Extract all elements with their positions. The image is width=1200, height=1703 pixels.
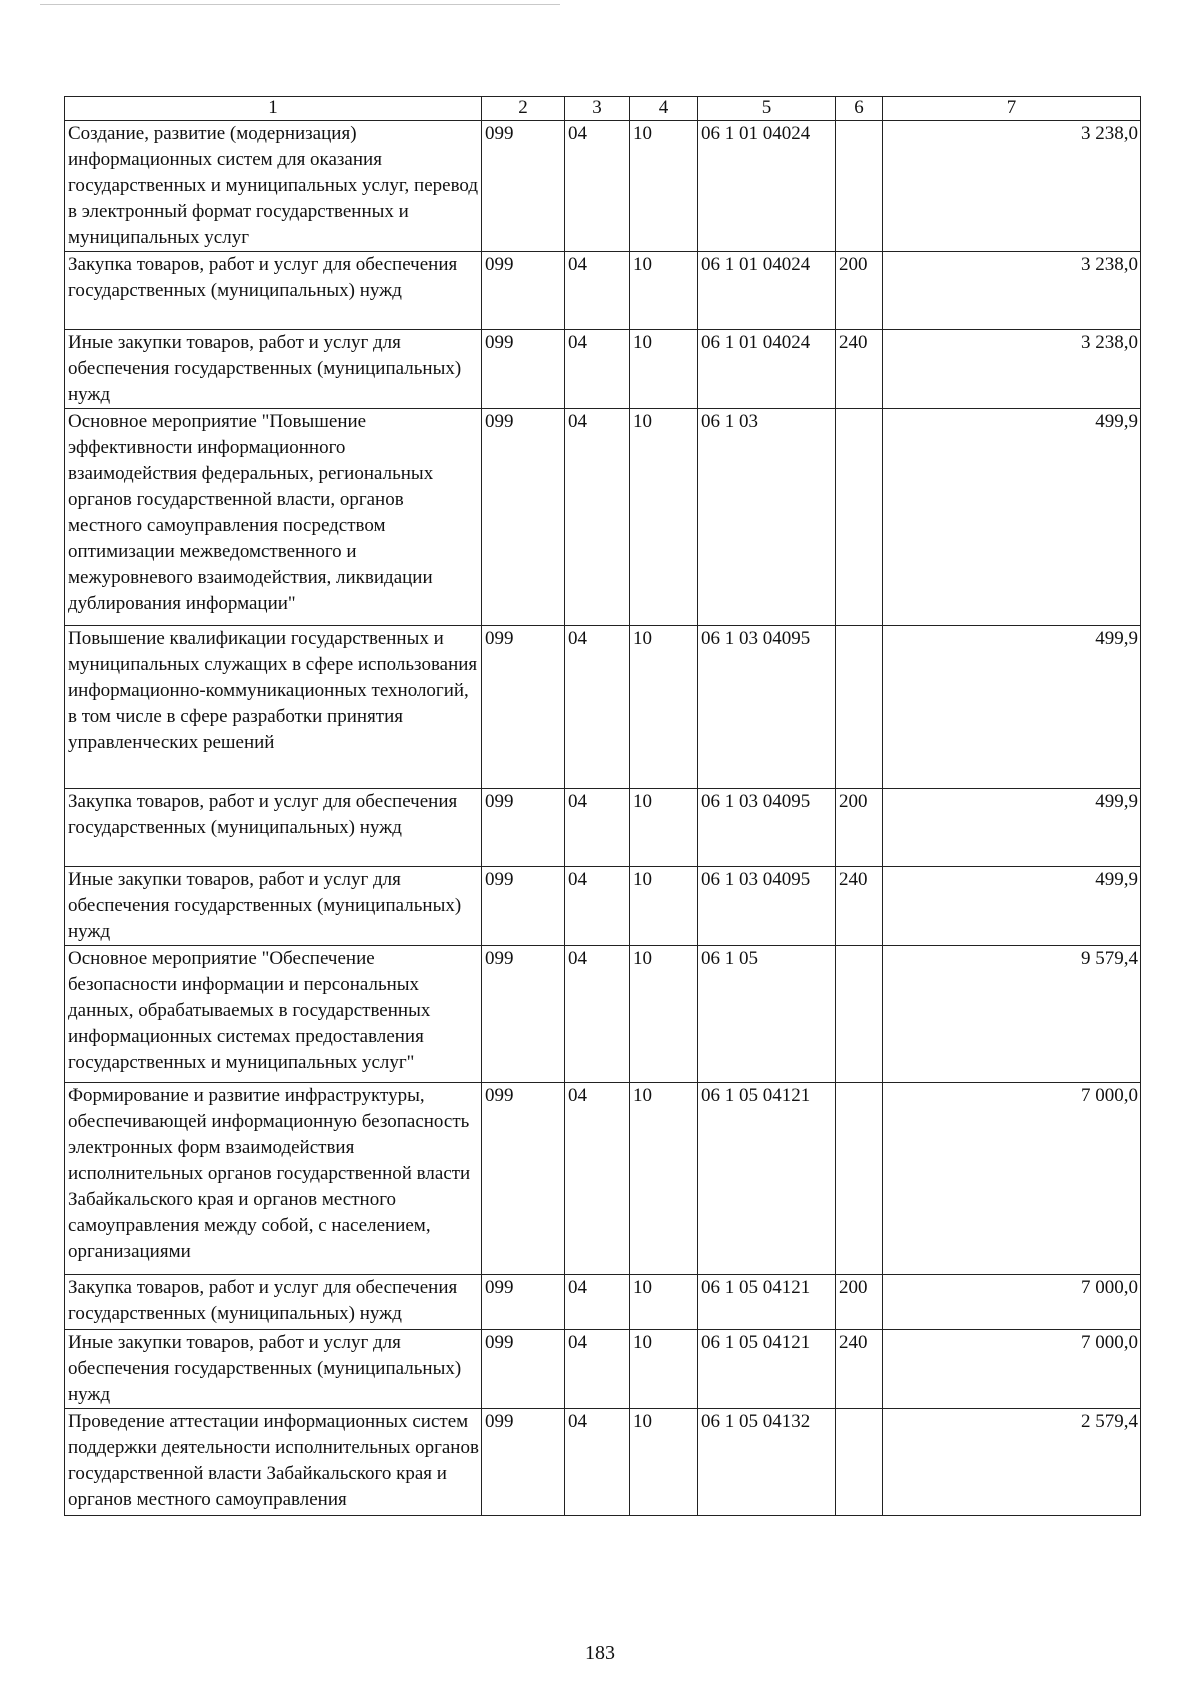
target-article-code: 06 1 03 04095 bbox=[698, 867, 836, 946]
amount: 499,9 bbox=[883, 409, 1141, 626]
subsection-code: 10 bbox=[630, 626, 698, 789]
section-code: 04 bbox=[565, 121, 630, 252]
subsection-code: 10 bbox=[630, 252, 698, 330]
ministry-code: 099 bbox=[482, 1330, 565, 1409]
target-article-code: 06 1 01 04024 bbox=[698, 330, 836, 409]
header-cell: 7 bbox=[883, 97, 1141, 121]
expense-type-code: 240 bbox=[836, 867, 883, 946]
expense-type-code: 200 bbox=[836, 1275, 883, 1330]
expense-type-code bbox=[836, 1409, 883, 1516]
expense-type-code: 240 bbox=[836, 330, 883, 409]
amount: 499,9 bbox=[883, 867, 1141, 946]
ministry-code: 099 bbox=[482, 330, 565, 409]
item-name: Основное мероприятие "Повышение эффективности информационного взаимодействия федеральных, региональных органов государственной власти, органов местного самоуправления посредством оптимизации межведомственного и межуровневого взаимодействия, ликвидации дублирования информации" bbox=[65, 409, 482, 626]
section-code: 04 bbox=[565, 252, 630, 330]
ministry-code: 099 bbox=[482, 626, 565, 789]
subsection-code: 10 bbox=[630, 121, 698, 252]
item-name: Закупка товаров, работ и услуг для обеспечения государственных (муниципальных) нужд bbox=[65, 252, 482, 330]
header-cell: 1 bbox=[65, 97, 482, 121]
ministry-code: 099 bbox=[482, 1083, 565, 1275]
expense-type-code: 240 bbox=[836, 1330, 883, 1409]
subsection-code: 10 bbox=[630, 1083, 698, 1275]
table-row bbox=[65, 1275, 1141, 1330]
amount: 3 238,0 bbox=[883, 121, 1141, 252]
expense-type-code bbox=[836, 121, 883, 252]
amount: 2 579,4 bbox=[883, 1409, 1141, 1516]
item-name: Создание, развитие (модернизация) информационных систем для оказания государственных и муниципальных услуг, перевод в электронный формат государственных и муниципальных услуг bbox=[65, 121, 482, 252]
header-cell: 5 bbox=[698, 97, 836, 121]
target-article-code: 06 1 05 04121 bbox=[698, 1275, 836, 1330]
header-cell: 4 bbox=[630, 97, 698, 121]
item-name: Закупка товаров, работ и услуг для обеспечения государственных (муниципальных) нужд bbox=[65, 1275, 482, 1330]
table-row bbox=[65, 330, 1141, 409]
table-row bbox=[65, 789, 1141, 867]
ministry-code: 099 bbox=[482, 252, 565, 330]
amount: 3 238,0 bbox=[883, 330, 1141, 409]
section-code: 04 bbox=[565, 1083, 630, 1275]
table-row bbox=[65, 867, 1141, 946]
expense-type-code bbox=[836, 1083, 883, 1275]
target-article-code: 06 1 01 04024 bbox=[698, 121, 836, 252]
ministry-code: 099 bbox=[482, 409, 565, 626]
item-name: Иные закупки товаров, работ и услуг для обеспечения государственных (муниципальных) нужд bbox=[65, 1330, 482, 1409]
table-row bbox=[65, 409, 1141, 626]
table-header-row bbox=[65, 97, 1141, 121]
expense-type-code bbox=[836, 946, 883, 1083]
subsection-code: 10 bbox=[630, 946, 698, 1083]
budget-table bbox=[64, 96, 1141, 1516]
table-row bbox=[65, 252, 1141, 330]
section-code: 04 bbox=[565, 330, 630, 409]
expense-type-code: 200 bbox=[836, 252, 883, 330]
ministry-code: 099 bbox=[482, 867, 565, 946]
expense-type-code bbox=[836, 626, 883, 789]
item-name: Закупка товаров, работ и услуг для обеспечения государственных (муниципальных) нужд bbox=[65, 789, 482, 867]
table-row bbox=[65, 1409, 1141, 1516]
target-article-code: 06 1 03 04095 bbox=[698, 626, 836, 789]
subsection-code: 10 bbox=[630, 1275, 698, 1330]
subsection-code: 10 bbox=[630, 1330, 698, 1409]
ministry-code: 099 bbox=[482, 1275, 565, 1330]
target-article-code: 06 1 05 04121 bbox=[698, 1330, 836, 1409]
target-article-code: 06 1 05 bbox=[698, 946, 836, 1083]
target-article-code: 06 1 05 04121 bbox=[698, 1083, 836, 1275]
amount: 499,9 bbox=[883, 789, 1141, 867]
amount: 9 579,4 bbox=[883, 946, 1141, 1083]
table-row bbox=[65, 121, 1141, 252]
ministry-code: 099 bbox=[482, 121, 565, 252]
header-cell: 2 bbox=[482, 97, 565, 121]
subsection-code: 10 bbox=[630, 867, 698, 946]
section-code: 04 bbox=[565, 409, 630, 626]
ministry-code: 099 bbox=[482, 789, 565, 867]
expense-type-code bbox=[836, 409, 883, 626]
expense-type-code: 200 bbox=[836, 789, 883, 867]
item-name: Формирование и развитие инфраструктуры, обеспечивающей информационную безопасность электронных форм взаимодействия исполнительных органов государственной власти Забайкальского края и органов местного самоуправления между собой, с населением, организациями bbox=[65, 1083, 482, 1275]
target-article-code: 06 1 03 04095 bbox=[698, 789, 836, 867]
section-code: 04 bbox=[565, 789, 630, 867]
target-article-code: 06 1 03 bbox=[698, 409, 836, 626]
subsection-code: 10 bbox=[630, 409, 698, 626]
item-name: Иные закупки товаров, работ и услуг для обеспечения государственных (муниципальных) нужд bbox=[65, 330, 482, 409]
amount: 3 238,0 bbox=[883, 252, 1141, 330]
target-article-code: 06 1 01 04024 bbox=[698, 252, 836, 330]
ministry-code: 099 bbox=[482, 1409, 565, 1516]
amount: 7 000,0 bbox=[883, 1275, 1141, 1330]
section-code: 04 bbox=[565, 1409, 630, 1516]
item-name: Проведение аттестации информационных систем поддержки деятельности исполнительных органов государственной власти Забайкальского края и органов местного самоуправления bbox=[65, 1409, 482, 1516]
table-row bbox=[65, 1330, 1141, 1409]
amount: 7 000,0 bbox=[883, 1083, 1141, 1275]
section-code: 04 bbox=[565, 626, 630, 789]
item-name: Повышение квалификации государственных и муниципальных служащих в сфере использования информационно-коммуникационных технологий, в том числе в сфере разработки принятия управленческих решений bbox=[65, 626, 482, 789]
header-cell: 3 bbox=[565, 97, 630, 121]
amount: 7 000,0 bbox=[883, 1330, 1141, 1409]
table-row bbox=[65, 1083, 1141, 1275]
amount: 499,9 bbox=[883, 626, 1141, 789]
subsection-code: 10 bbox=[630, 330, 698, 409]
table-row bbox=[65, 946, 1141, 1083]
scan-artifact-line bbox=[40, 4, 560, 5]
subsection-code: 10 bbox=[630, 789, 698, 867]
header-cell: 6 bbox=[836, 97, 883, 121]
item-name: Иные закупки товаров, работ и услуг для обеспечения государственных (муниципальных) нужд bbox=[65, 867, 482, 946]
subsection-code: 10 bbox=[630, 1409, 698, 1516]
section-code: 04 bbox=[565, 1330, 630, 1409]
target-article-code: 06 1 05 04132 bbox=[698, 1409, 836, 1516]
item-name: Основное мероприятие "Обеспечение безопасности информации и персональных данных, обрабатываемых в государственных информационных системах предоставления государственных и муниципальных услуг" bbox=[65, 946, 482, 1083]
table-row bbox=[65, 626, 1141, 789]
section-code: 04 bbox=[565, 867, 630, 946]
ministry-code: 099 bbox=[482, 946, 565, 1083]
section-code: 04 bbox=[565, 946, 630, 1083]
section-code: 04 bbox=[565, 1275, 630, 1330]
page-number: 183 bbox=[585, 1642, 615, 1664]
